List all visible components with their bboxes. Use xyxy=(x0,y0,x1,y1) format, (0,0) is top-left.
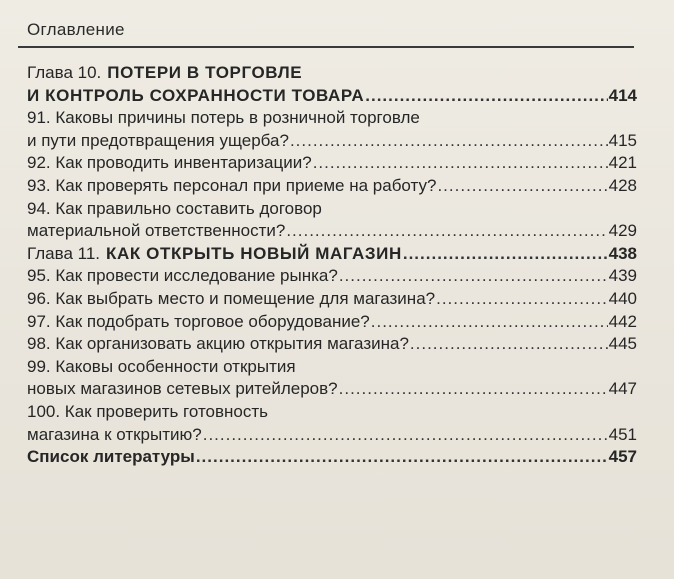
toc-item-91-line2 xyxy=(27,130,637,153)
item-100-text-line2: магазина к открытию? xyxy=(27,424,202,444)
toc-item-94-line2 xyxy=(27,220,637,243)
leader-dots xyxy=(290,130,608,153)
item-100-text-line1: 100. Как проверить готовность xyxy=(27,401,269,421)
item-91-text-line2: и пути предотвращения ущерба? xyxy=(27,130,289,150)
toc-item-93 xyxy=(27,175,637,198)
toc-item-99-line2 xyxy=(27,378,637,401)
leader-dots xyxy=(403,243,608,266)
chapter-10-title-line1: ПОТЕРИ В ТОРГОВЛЕ xyxy=(107,63,303,82)
item-95-text: 95. Как провести исследование рынка? xyxy=(27,266,338,286)
item-97-page: 442 xyxy=(608,311,637,331)
leader-dots xyxy=(365,85,607,108)
leader-dots xyxy=(436,288,608,311)
item-93-text: 93. Как проверять персонал при приеме на работу? xyxy=(27,175,437,195)
bibliography-page: 457 xyxy=(608,447,637,467)
item-91-text-line1: 91. Каковы причины потерь в розничной торговле xyxy=(27,108,420,128)
leader-dots xyxy=(313,152,608,175)
leader-dots xyxy=(339,378,608,401)
leader-dots xyxy=(203,424,608,447)
toc-item-98 xyxy=(27,333,637,356)
toc-item-97 xyxy=(27,311,637,334)
toc-item-91-line1 xyxy=(27,107,637,130)
leader-dots xyxy=(196,446,608,469)
item-98-text: 98. Как организовать акцию открытия магазина? xyxy=(27,334,409,354)
toc-chapter-10-line1 xyxy=(27,62,637,85)
leader-dots xyxy=(410,333,608,356)
item-99-text-line1: 99. Каковы особенности открытия xyxy=(27,356,296,376)
toc-bibliography xyxy=(27,446,637,469)
leader-dots xyxy=(286,220,607,243)
toc-item-94-line1 xyxy=(27,198,637,221)
item-92-page: 421 xyxy=(608,153,637,173)
toc-chapter-10-line2 xyxy=(27,85,637,108)
chapter-11-prefix: Глава 11. xyxy=(27,243,101,263)
item-97-text: 97. Как подобрать торговое оборудование? xyxy=(27,311,370,331)
page-header: Оглавление xyxy=(27,20,125,39)
item-98-page: 445 xyxy=(608,334,637,354)
item-99-page: 447 xyxy=(608,379,637,399)
item-96-text: 96. Как выбрать место и помещение для магазина? xyxy=(27,288,436,308)
chapter-10-title-line2: И КОНТРОЛЬ СОХРАННОСТИ ТОВАРА xyxy=(27,85,365,105)
chapter-10-page: 414 xyxy=(608,85,637,105)
toc-chapter-11 xyxy=(27,243,637,266)
toc-item-96 xyxy=(27,288,637,311)
item-91-page: 415 xyxy=(608,130,637,150)
item-95-page: 439 xyxy=(608,266,637,286)
item-94-page: 429 xyxy=(608,221,637,241)
chapter-10-prefix: Глава 10. xyxy=(27,63,102,82)
item-94-text-line1: 94. Как правильно составить договор xyxy=(27,198,322,218)
item-100-page: 451 xyxy=(608,424,637,444)
item-94-text-line2: материальной ответственности? xyxy=(27,221,286,241)
leader-dots xyxy=(339,265,608,288)
header-rule xyxy=(18,46,634,48)
chapter-11-title: КАК ОТКРЫТЬ НОВЫЙ МАГАЗИН xyxy=(106,243,402,263)
item-96-page: 440 xyxy=(608,288,637,308)
item-93-page: 428 xyxy=(608,175,637,195)
toc-item-95 xyxy=(27,265,637,288)
toc-item-100-line1 xyxy=(27,401,637,424)
toc-item-99-line1 xyxy=(27,356,637,379)
toc-item-100-line2 xyxy=(27,424,637,447)
leader-dots xyxy=(371,311,608,334)
bibliography-text: Список литературы xyxy=(27,447,195,467)
table-of-contents xyxy=(27,62,637,469)
item-92-text: 92. Как проводить инвентаризации? xyxy=(27,153,312,173)
item-99-text-line2: новых магазинов сетевых ритейлеров? xyxy=(27,379,338,399)
leader-dots xyxy=(437,175,607,198)
chapter-11-page: 438 xyxy=(608,243,637,263)
toc-item-92 xyxy=(27,152,637,175)
